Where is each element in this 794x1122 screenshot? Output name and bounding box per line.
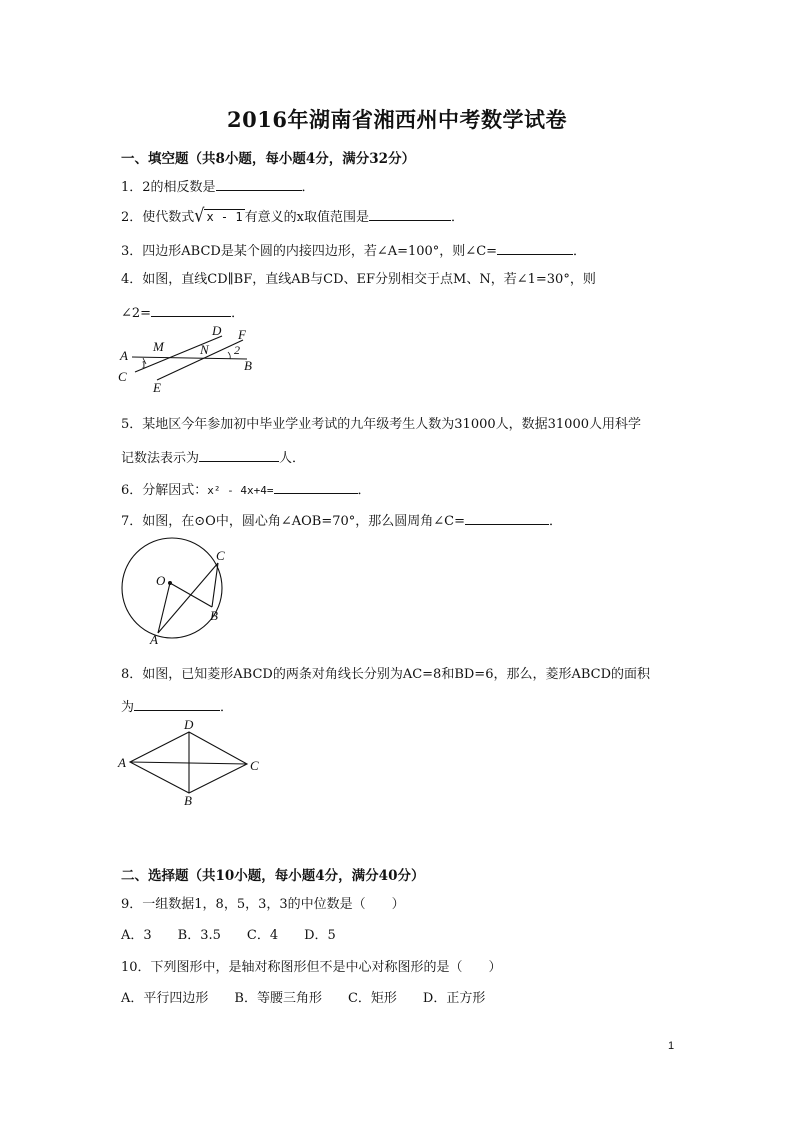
label-d: D [184, 717, 194, 732]
label-angle-1: 1 [141, 359, 147, 371]
question-5-line-1: 5．某地区今年参加初中毕业学业考试的九年级考生人数为31000人，数据31000人用科学 [121, 417, 641, 432]
section-2-heading: 二、选择题（共10小题，每小题4分，满分40分） [121, 868, 425, 884]
label-b: B [244, 358, 252, 373]
question-9: 9．一组数据1，8，5，3，3的中位数是（ ） [121, 897, 405, 912]
option-a[interactable]: A．平行四边形 [121, 991, 209, 1006]
figure-circle [114, 536, 229, 648]
question-1 [121, 177, 315, 197]
section-1-heading: 一、填空题（共8小题，每小题4分，满分32分） [121, 151, 416, 167]
question-8-line-2 [121, 697, 233, 717]
answer-blank-5[interactable] [199, 448, 279, 462]
label-n: N [200, 342, 209, 357]
question-3-text: 3．四边形ABCD是某个圆的内接四边形，若∠A=100°，则∠C= [121, 244, 498, 259]
figure-parallel-lines [115, 324, 260, 394]
question-2-radicand: x - 1 [206, 210, 243, 224]
label-f: F [238, 327, 246, 342]
question-3-end: ． [573, 244, 587, 259]
page-title: 2016年湖南省湘西州中考数学试卷 [227, 107, 567, 132]
option-c[interactable]: C．4 [246, 928, 279, 943]
page-number: 1 [668, 1040, 675, 1052]
option-b[interactable]: B．等腰三角形 [234, 991, 322, 1006]
question-2-end: ． [450, 210, 464, 225]
label-a: A [120, 348, 128, 363]
option-b[interactable]: B．3.5 [177, 928, 221, 943]
question-6 [121, 480, 371, 500]
option-c[interactable]: C．矩形 [347, 991, 397, 1006]
answer-blank-6[interactable] [274, 480, 358, 494]
question-7-text: 7．如图，在⊙O中，圆心角∠AOB=70°，那么圆周角∠C= [121, 514, 465, 529]
label-d: D [212, 324, 222, 338]
question-6-end: ． [357, 483, 371, 498]
question-7 [121, 511, 562, 531]
line-cd [135, 336, 222, 372]
answer-blank-4[interactable] [151, 303, 231, 317]
question-4-line-1: 4．如图，直线CD∥BF，直线AB与CD、EF分别相交于点M、N，若∠1=30°，则 [121, 272, 596, 287]
question-1-end: ． [301, 180, 315, 195]
question-10: 10．下列图形中，是轴对称图形但不是中心对称图形的是（ ） [121, 960, 502, 975]
label-o: O [156, 573, 166, 588]
figure-rhombus [114, 716, 266, 808]
answer-blank-3[interactable] [497, 241, 573, 255]
question-9-options [121, 927, 362, 945]
question-2 [121, 204, 464, 227]
answer-blank-8[interactable] [134, 697, 220, 711]
question-4-angle: ∠2= [121, 306, 152, 321]
question-4-line-2 [121, 303, 244, 323]
radical-sign: √ [194, 204, 205, 227]
option-a[interactable]: A．3 [121, 928, 152, 943]
label-angle-2: 2 [234, 343, 240, 357]
question-7-end: ． [548, 514, 562, 529]
label-e: E [153, 380, 161, 394]
question-10-options [121, 990, 511, 1008]
option-d[interactable]: D．正方形 [422, 991, 486, 1006]
question-8-lead: 为 [121, 700, 135, 715]
label-c: C [216, 548, 225, 563]
label-a: A [150, 632, 158, 647]
question-4-end: ． [231, 306, 245, 321]
angle-2-mark [228, 352, 230, 359]
question-6-expr: x² - 4x+4= [207, 484, 274, 497]
question-3 [121, 241, 586, 261]
question-1-text: 1．2的相反数是 [121, 180, 216, 195]
question-8-end: ． [220, 700, 234, 715]
option-d[interactable]: D．5 [304, 928, 336, 943]
answer-blank-1[interactable] [216, 177, 302, 191]
label-m: M [153, 339, 164, 354]
question-2-post: 有意义的x取值范围是 [244, 210, 369, 225]
question-8-line-1: 8．如图，已知菱形ABCD的两条对角线长分别为AC=8和BD=6，那么，菱形ABCD的面积 [121, 667, 651, 682]
label-c: C [118, 369, 127, 384]
answer-blank-7[interactable] [465, 511, 549, 525]
question-2-pre: 2．使代数式 [121, 210, 195, 225]
label-b: B [184, 793, 192, 808]
segment-ac [158, 563, 218, 633]
label-c: C [250, 758, 259, 773]
label-b: B [210, 608, 218, 623]
question-5-end: 人． [279, 451, 306, 466]
question-5-line-2 [121, 448, 305, 468]
answer-blank-2[interactable] [369, 207, 451, 221]
label-a: A [118, 755, 126, 770]
question-6-pre: 6．分解因式： [121, 483, 208, 498]
circle-o [122, 538, 222, 638]
question-5-lead: 记数法表示为 [121, 451, 200, 466]
